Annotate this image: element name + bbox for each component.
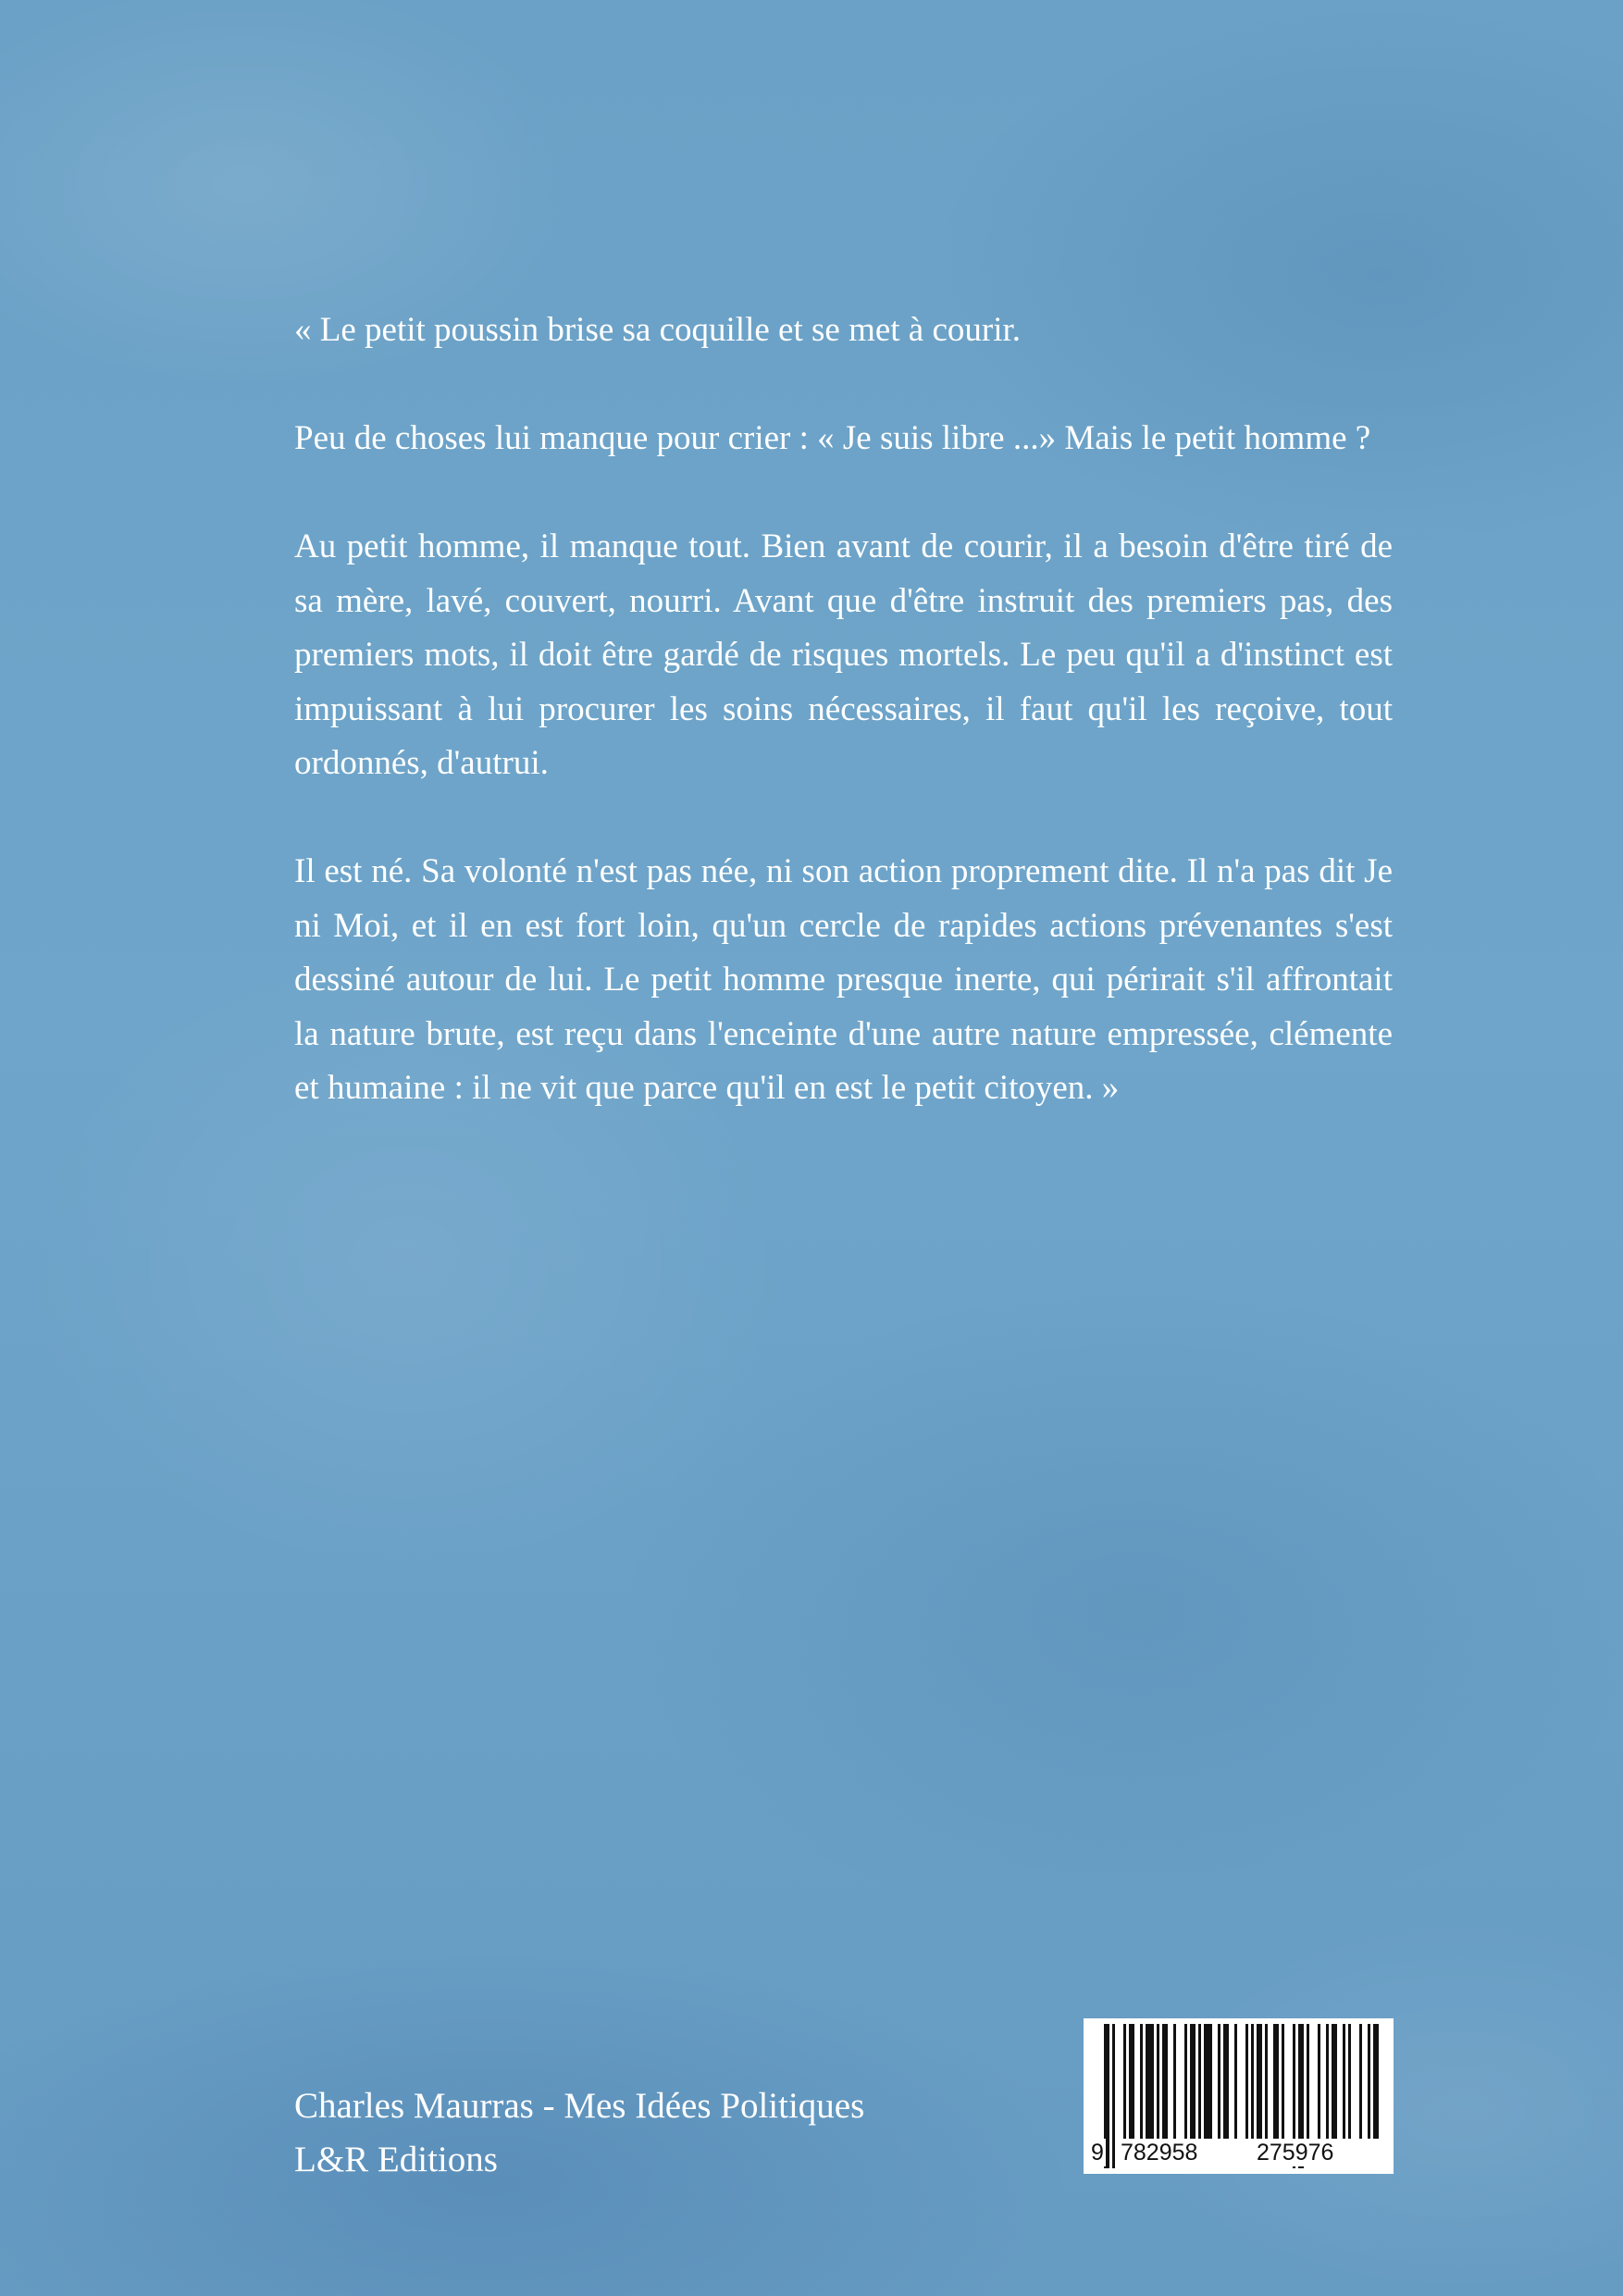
barcode-bar: [1204, 2024, 1212, 2139]
barcode-bar: [1184, 2024, 1187, 2139]
blurb-paragraph-1: « Le petit poussin brise sa coquille et se met à courir.: [294, 311, 1022, 349]
isbn-barcode: [1084, 2018, 1394, 2174]
barcode-bar: [1348, 2024, 1351, 2139]
barcode-bar: [1273, 2024, 1279, 2139]
barcode-bar: [1162, 2024, 1168, 2139]
publisher-name: L&R Editions: [294, 2140, 498, 2179]
barcode-bar: [1251, 2024, 1254, 2139]
barcode-bar: [1223, 2024, 1229, 2139]
barcode-bar: [1173, 2024, 1176, 2139]
barcode-bar: [1343, 2024, 1345, 2139]
barcode-bar: [1265, 2024, 1268, 2139]
blurb-paragraph-4: Il est né. Sa volonté n'est pas née, ni son action proprement dite. Il n'a pas dit Je ni Moi, et il en est fort loin, qu'un cercle de rapides actions prévenantes s'est dessiné autour de lui. Le petit homme presque inerte, qui périrait s'il affrontait la nature brute, est reçu dans l'enceinte d'une autre nature empressée, clémente et humaine : il ne vit que parce qu'il en est le petit citoyen. »: [294, 852, 1393, 1107]
barcode-bar: [1190, 2024, 1196, 2139]
barcode-bar: [1146, 2024, 1154, 2139]
barcode-bar: [1123, 2024, 1126, 2139]
blurb-paragraph-3: Au petit homme, il manque tout. Bien avant de courir, il a besoin d'être tiré de sa mère, lavé, couvert, nourri. Avant que d'être instruit des premiers pas, des premiers mots, il doit être gardé de risques mortels. Le peu qu'il a d'instinct est impuissant à lui procurer les soins nécessaires, il faut qu'il les reçoive, tout ordonnés, d'autrui.: [294, 527, 1393, 782]
barcode-bar: [1332, 2024, 1337, 2139]
barcode-bar: [1282, 2024, 1284, 2139]
barcode-bar: [1198, 2024, 1201, 2139]
barcode-bar: [1245, 2024, 1248, 2139]
barcode-bar: [1129, 2024, 1134, 2139]
barcode-digit-first: 9: [1091, 2140, 1104, 2166]
imprint: [294, 2079, 864, 2187]
author-title: Charles Maurras - Mes Idées Politiques: [294, 2086, 865, 2126]
barcode-bar: [1326, 2024, 1329, 2139]
barcode-bar: [1234, 2024, 1237, 2139]
barcode-bar: [1257, 2024, 1262, 2139]
barcode-digits-left: 782958: [1121, 2140, 1198, 2166]
barcode-bar: [1359, 2024, 1362, 2139]
barcode-bar: [1368, 2024, 1370, 2139]
barcode-bar: [1318, 2024, 1320, 2139]
barcode-bar: [1218, 2024, 1220, 2139]
blurb-paragraph-2: Peu de choses lui manque pour crier : « Je suis libre ...» Mais le petit homme ?: [294, 419, 1371, 457]
barcode-digits-right: 275976: [1257, 2140, 1334, 2166]
blurb-text: [294, 304, 1393, 1116]
barcode-digits: [1084, 2139, 1394, 2166]
barcode-bar: [1307, 2024, 1309, 2139]
barcode-bar: [1373, 2024, 1379, 2139]
barcode-bar: [1140, 2024, 1143, 2139]
barcode-bar: [1157, 2024, 1159, 2139]
